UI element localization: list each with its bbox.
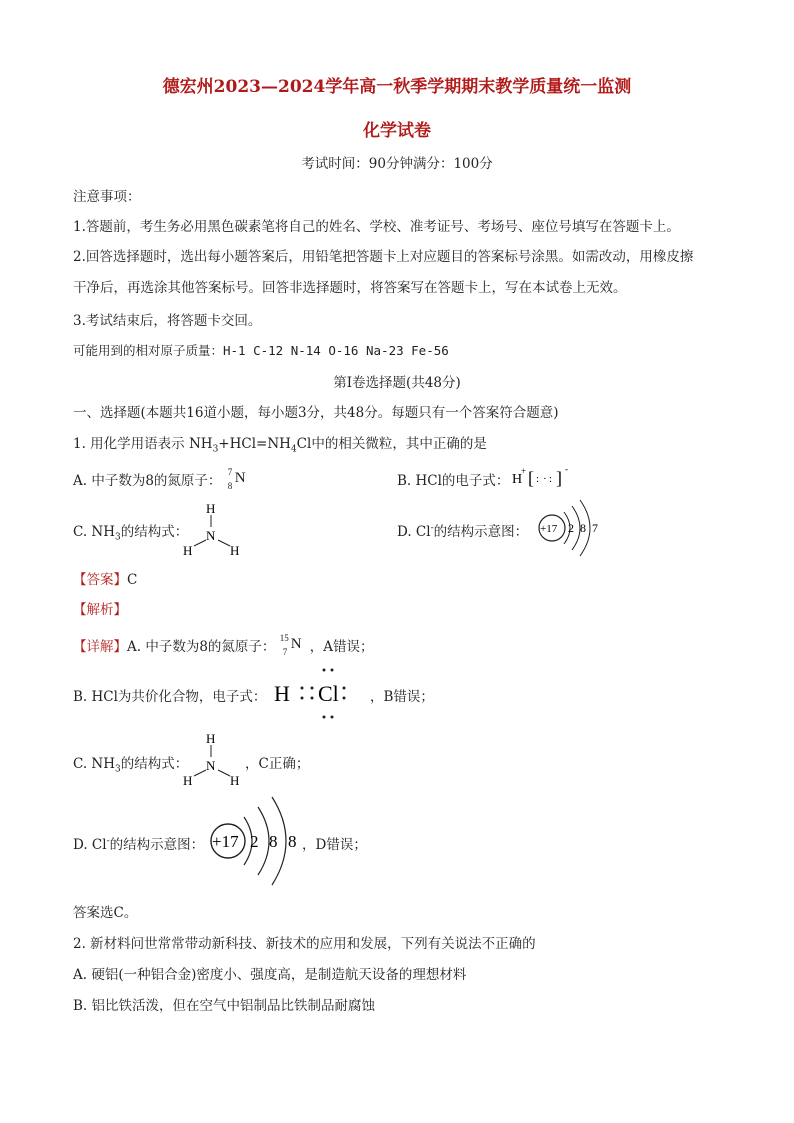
nh3-structural-formula [178,500,246,560]
atom-h-left: H [183,543,193,558]
formula-h: H [512,472,523,487]
detail-shell-3: 8 [288,832,297,851]
formula-plus: + [521,466,527,476]
q2-option-b: B. 铝比铁活泼，但在空气中铝制品比铁制品耐腐蚀 [73,998,376,1014]
hcl-ionic-electron-formula [510,462,572,492]
q1-detail-d: D. Cl-的结构示意图： [73,836,205,853]
shell-2: 8 [580,521,586,535]
nuclide-symbol: 7 8 N [227,466,246,491]
formula-minus: - [565,464,568,474]
q1-stem: 1. 用化学用语表示 $NH_3+HCl=NH_4Cl$中的相关微粒，其中正确的是 [73,436,487,455]
atomic-masses: 可能用到的相对原子质量：H-1 C-12 N-14 O-16 Na-23 Fe-56 [73,343,449,358]
q2-option-a: A. 硬铝(一种铝合金)密度小、强度高，是制造航天设备的理想材料 [73,967,467,983]
q2-stem: 2. 新材料问世常常带动新科技、新技术的应用和发展，下列有关说法不正确的 [73,936,536,952]
detail-shell-1: 2 [250,832,259,851]
exam-info: 考试时间：90分钟满分：100分 [301,156,493,172]
notice-item-1: 1.答题前，考生务必用黑色碳素笔将自己的姓名、学校、准考证号、考场号、座位号填写在答题卡上。 [73,219,680,235]
formula-dots: · [543,473,547,485]
hcl-covalent-electron-formula [270,664,374,722]
q1-option-a: A. 中子数为8的氮原子： 7 8 N [73,469,254,491]
cl-ion-structure-diagram [206,795,310,887]
formula-bracket-left: [ [528,468,534,488]
q1-option-b: B. HCl的电子式： [397,473,510,489]
nucleus-charge: +17 [540,523,558,535]
notice-item-3: 3.考试结束后，将答题卡交回。 [73,313,262,329]
formula-bracket-right: ] [556,468,562,488]
detail-h-top: H [206,731,216,746]
atomic-structure-diagram-option-d [536,498,608,558]
detail-nucleus-charge: +17 [212,832,239,851]
page-subtitle: 化学试卷 [363,121,431,141]
q1-detail-c-tail: ，C正确； [245,756,310,772]
shell-1: 2 [568,521,574,535]
detail-n: N [206,758,216,773]
q1-option-d: D. Cl-的结构示意图： [397,523,529,540]
atom-n: N [206,528,216,543]
formula-colon: : [536,473,540,485]
formula-colon-right: : [549,473,553,485]
section-intro: 一、选择题(本题共16道小题，每小题3分，共48分。每题只有一个答案符合题意) [73,405,559,421]
q1-answer: 【答案】C [73,572,138,588]
nh3-structural-formula-detail [178,730,246,788]
page-title: 德宏州2023—2024学年高一秋季学期期末教学质量统一监测 [162,77,632,97]
notice-heading: 注意事项： [73,189,141,205]
q1-conclusion: 答案选C。 [73,905,138,921]
atom-h-top: H [206,501,216,516]
notice-item-2: 2.回答选择题时，选出每小题答案后，用铅笔把答题卡上对应题目的答案标号涂黑。如需改动，用橡皮擦 [73,249,694,265]
shell-3: 7 [592,521,598,535]
detail-shell-2: 8 [269,832,278,851]
section-title: 第Ⅰ卷选择题(共48分) [333,375,461,391]
detail-h-right: H [230,773,240,788]
q1-option-c: C. $NH_3$的结构式： [73,524,189,543]
q1-analysis-label: 【解析】 [73,602,127,618]
atom-h-right: H [230,543,240,558]
q1-detail-a: 【详解】A. 中子数为8的氮原子： 15 7 N ，A错误； [73,632,374,657]
q1-detail-c: C. $NH_3$的结构式： [73,756,189,775]
detail-atom-cl: Cl [318,681,339,706]
nuclide-symbol-detail: 15 7 N [279,632,302,657]
notice-item-2-cont: 干净后，再选涂其他答案标号。回答非选择题时，将答案写在答题卡上，写在本试卷上无效。 [73,280,627,296]
detail-atom-h: H [274,681,290,706]
q1-detail-d-tail: ，D错误； [302,837,367,853]
q1-detail-b-tail: ，B错误； [370,689,434,705]
q1-detail-b-text: B. HCl为共价化合物，电子式： [73,689,267,705]
detail-h-left: H [183,773,193,788]
